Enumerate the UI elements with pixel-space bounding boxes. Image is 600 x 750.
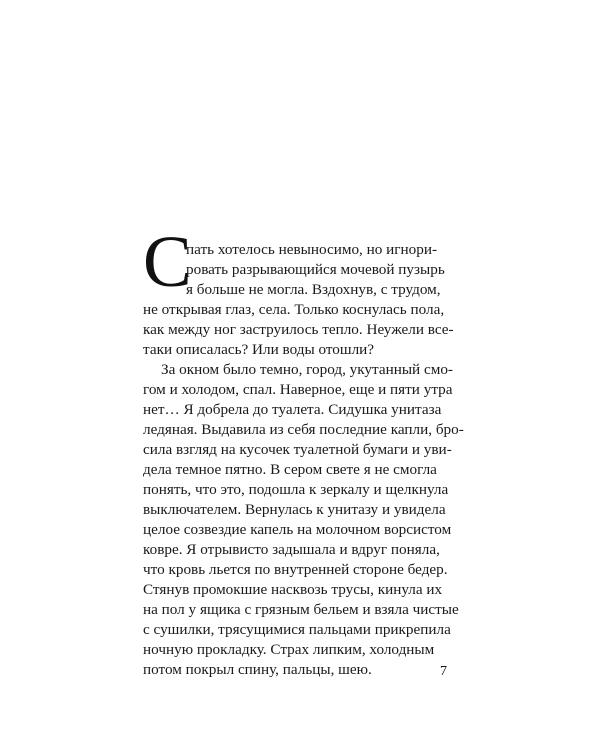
text-line: целое созвездие капель на молочном ворсистом — [143, 521, 452, 538]
text-line: я больше не могла. Вздохнув, с трудом, — [186, 281, 441, 298]
text-line: ночную прокладку. Страх липким, холодным — [143, 641, 435, 658]
text-line: ровать разрывающийся мочевой пузырь — [186, 261, 445, 278]
text-line: не открывая глаз, села. Только коснулась пола, — [143, 301, 445, 318]
text-line: что кровь льется по внутренней стороне бедер. — [143, 561, 448, 578]
text-line: выключателем. Вернулась к унитазу и увидела — [143, 501, 446, 518]
text-line: понять, что это, подошла к зеркалу и щелкнула — [143, 481, 449, 498]
page-number: 7 — [440, 664, 447, 679]
text-line: с сушилки, трясущимися пальцами прикрепила — [143, 621, 451, 638]
text-line: нет… Я добрела до туалета. Сидушка унитаза — [143, 401, 442, 418]
text-line: таки описалась? Или воды отошли? — [143, 341, 375, 358]
text-line: как между ног заструилось тепло. Неужели все- — [143, 321, 454, 338]
text-line: дела темное пятно. В сером свете я не смогла — [143, 461, 437, 478]
text-line: Стянув промокшие насквозь трусы, кинула их — [143, 581, 443, 598]
text-line: ковре. Я отрывисто задышала и вдруг поняла, — [143, 541, 440, 558]
text-line: пать хотелось невыносимо, но игнори- — [186, 241, 438, 258]
text-line: ледяная. Выдавила из себя последние капли, бро- — [143, 421, 464, 438]
text-line: гом и холодом, спал. Наверное, еще и пяти утра — [143, 381, 453, 398]
text-line: За окном было темно, город, укутанный смо- — [161, 361, 453, 378]
text-line: потом покрыл спину, пальцы, шею. — [143, 661, 372, 678]
text-line: на пол у ящика с грязным бельем и взяла чистые — [143, 601, 459, 618]
drop-cap: С — [143, 221, 192, 302]
text-line: сила взгляд на кусочек туалетной бумаги и уви- — [143, 441, 452, 458]
